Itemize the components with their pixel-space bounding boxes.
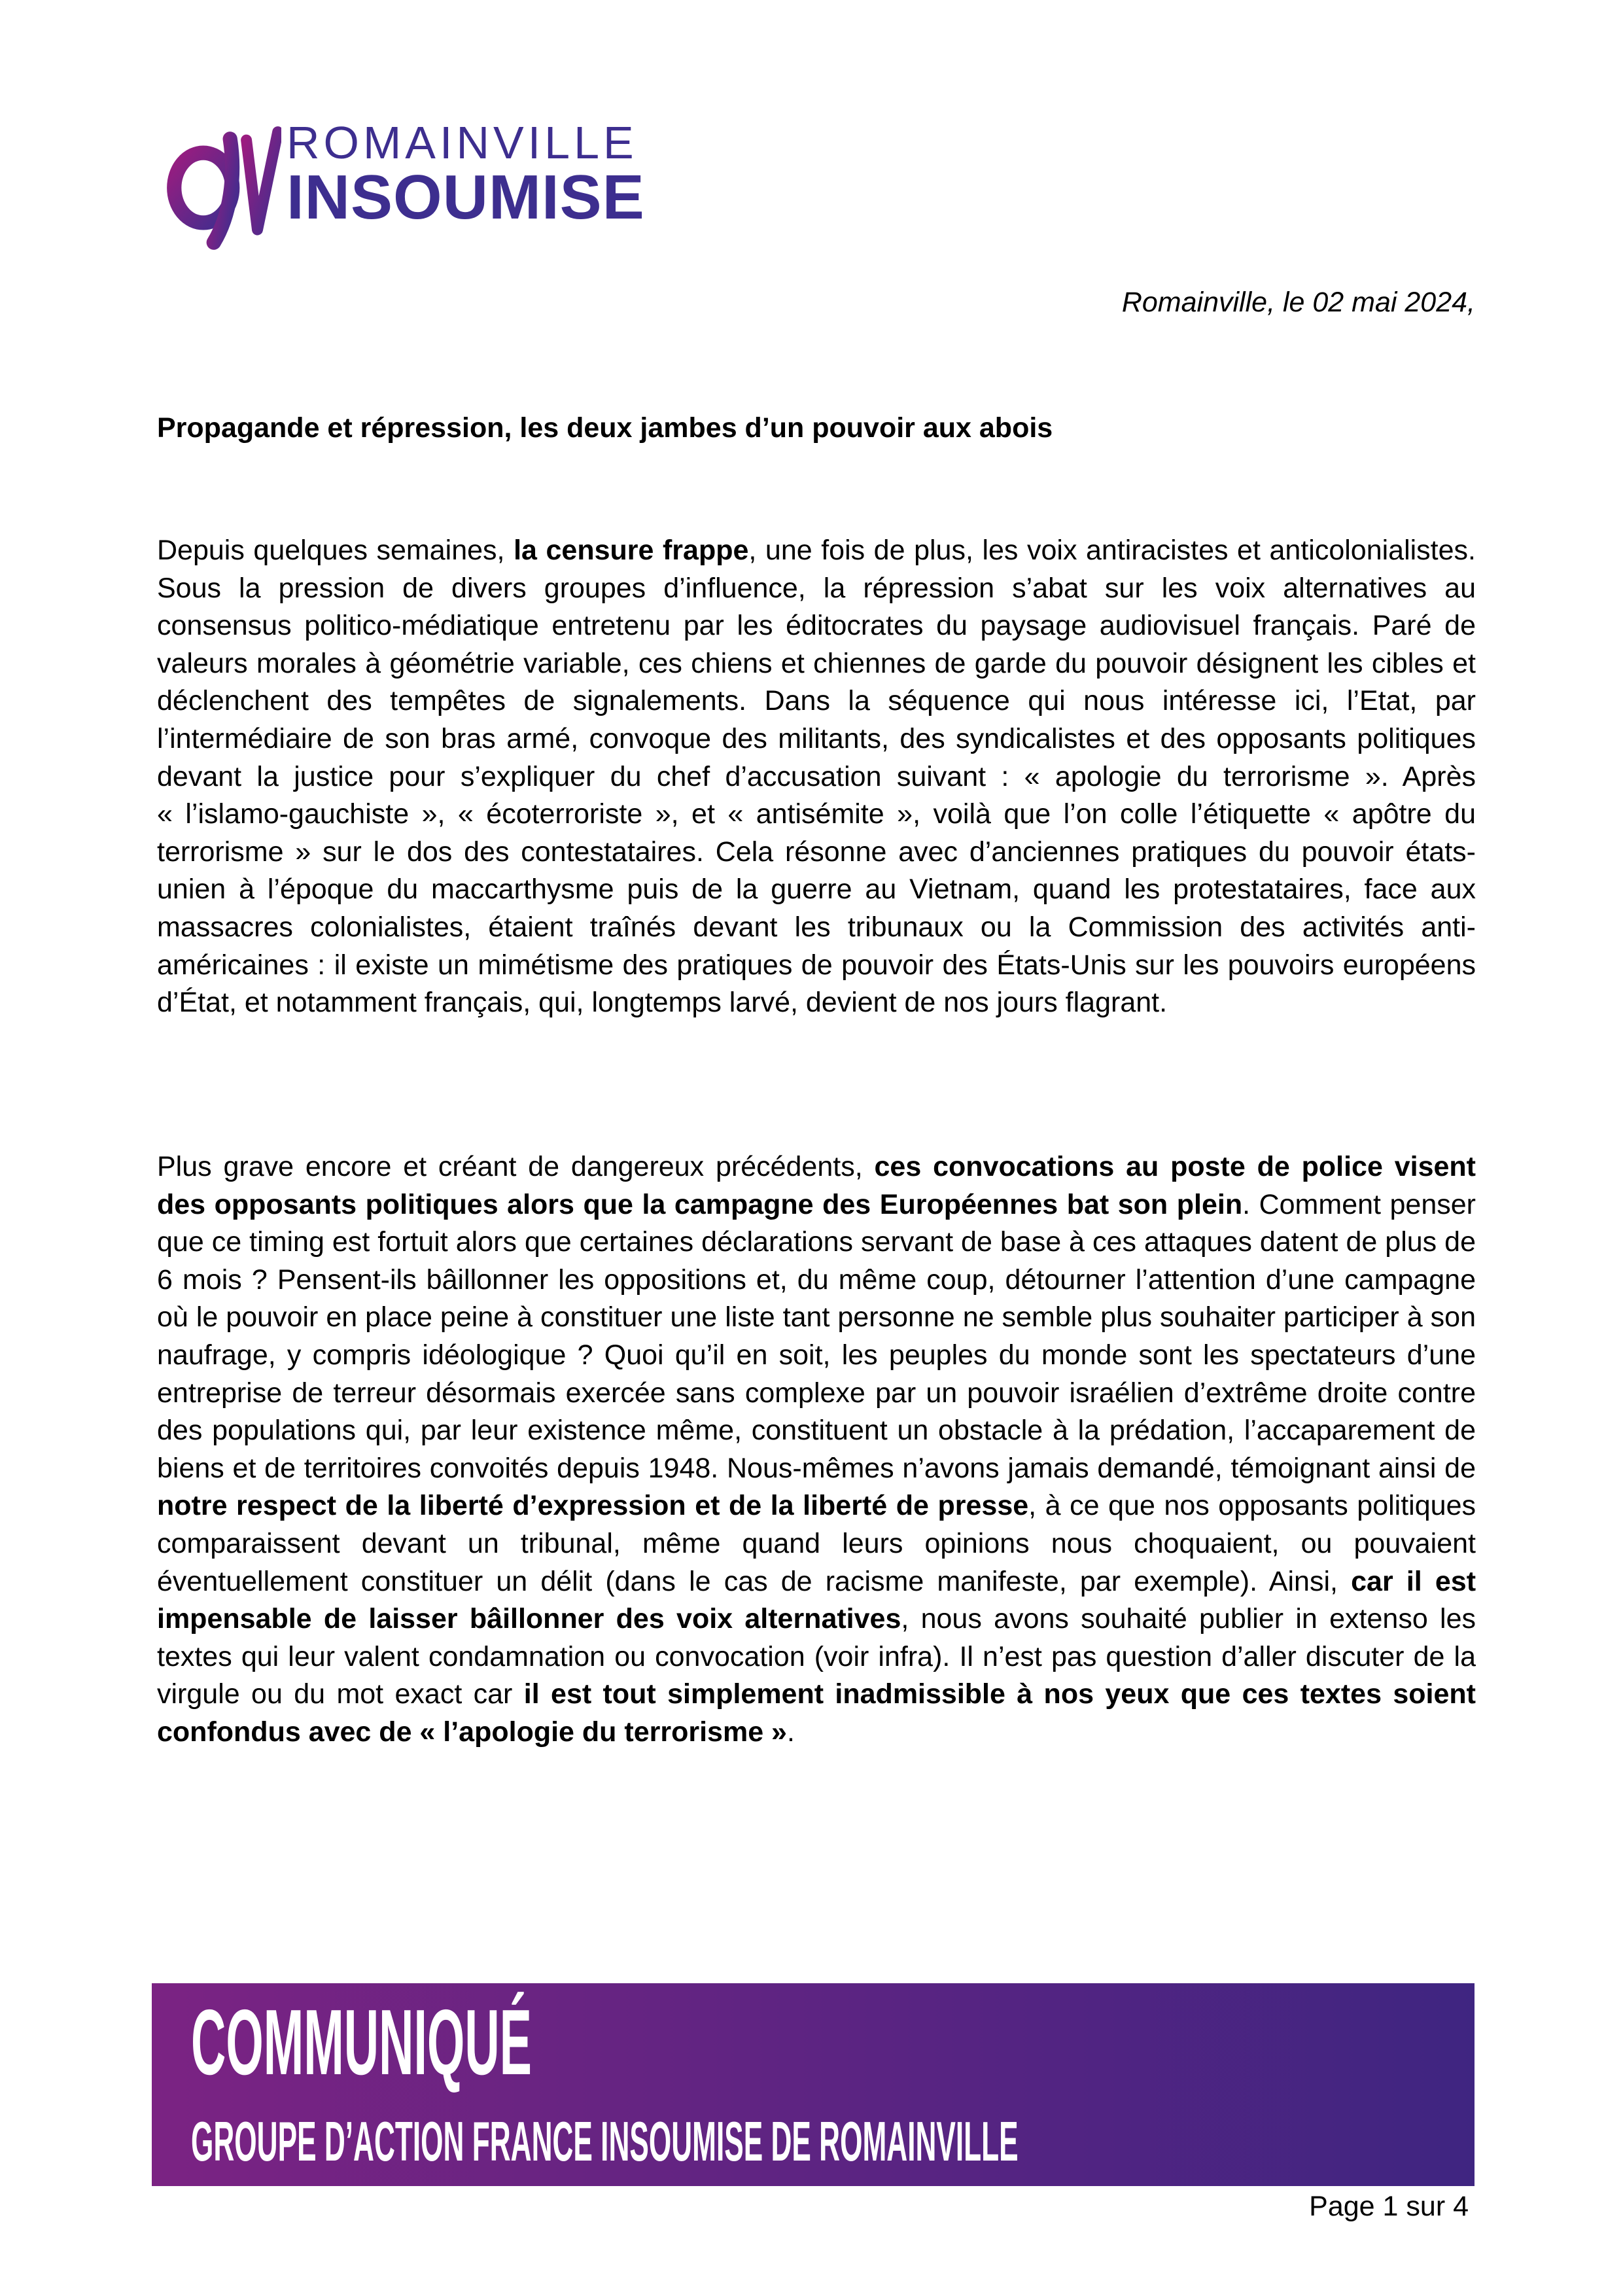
paragraph-2: [157, 1148, 1476, 1752]
logo-text: [287, 117, 645, 232]
banner-subtitle: GROUPE D’ACTION FRANCE INSOUMISE DE ROMAINVILLE: [191, 2111, 1019, 2173]
text-run-bold: car il est impensable de laisser bâillonner des voix alternatives: [157, 1565, 1476, 1635]
communique-banner: [152, 1983, 1475, 2186]
logo-text-line2: INSOUMISE: [287, 162, 645, 232]
dateline: Romainville, le 02 mai 2024,: [1121, 287, 1475, 318]
text-run: Depuis quelques semaines,: [157, 535, 514, 566]
text-run: Plus grave encore et créant de dangereux précédents,: [157, 1151, 875, 1182]
text-run: , à ce que nos opposants politiques comparaissent devant un tribunal, même quand leurs opinions nous choquaient, ou pouvaient éventuellement constituer un délit (dans le cas de racisme manifeste, par exemple). Ainsi,: [157, 1490, 1476, 1597]
page-number: Page 1 sur 4: [1309, 2191, 1469, 2222]
text-run: , nous avons souhaité publier in extenso les textes qui leur valent condamnation ou convocation (voir infra). Il n’est pas question d’aller discuter de la virgule ou du mot exact car: [157, 1603, 1476, 1710]
phi-logo-icon: [165, 113, 281, 253]
document-title: Propagande et répression, les deux jambes d’un pouvoir aux abois: [157, 412, 1053, 444]
paragraph-1: [157, 532, 1476, 1022]
text-run-bold: la censure frappe: [514, 535, 749, 566]
text-run-bold: notre respect de la liberté d’expression et de la liberté de presse: [157, 1490, 1029, 1522]
text-run: .: [786, 1716, 795, 1748]
text-run: , une fois de plus, les voix antiracistes et anticolonialistes. Sous la pression de divers groupes d’influence, la répression s’abat sur les voix alternatives au consensus politico-médiatique entretenu par les éditocrates du paysage audiovisuel français. Paré de valeurs morales à géométrie variable, ces chiens et chiennes de garde du pouvoir désignent les cibles et déclenchent des tempêtes de signalements. Dans la séquence qui nous intéresse ici, l’Etat, par l’intermédiaire de son bras armé, convoque des militants, des syndicalistes et des opposants politiques devant la justice pour s’expliquer du chef d’accusation suivant : « apologie du terrorisme ». Après « l’islamo-gauchiste », « écoterroriste », et « antisémite », voilà que l’on colle l’étiquette « apôtre du terrorisme » sur le dos des contestataires. Cela résonne avec d’anciennes pratiques du pouvoir états-unien à l’époque du maccarthysme puis de la guerre au Vietnam, quand les protestataires, face aux massacres colonialistes, étaient traînés devant les tribunaux ou la Commission des activités anti-américaines : il existe un mimétisme des pratiques de pouvoir des États-Unis sur les pouvoirs européens d’État, et notamment français, qui, longtemps larvé, devient de nos jours flagrant.: [157, 535, 1476, 1019]
text-run-bold: ces convocations au poste de police visent des opposants politiques alors que la campagne des Européennes bat son plein: [157, 1151, 1476, 1220]
logo-text-line1: ROMAINVILLE: [287, 117, 638, 168]
romainville-insoumise-logo: [165, 113, 645, 253]
text-run: . Comment penser que ce timing est fortuit alors que certaines déclarations servant de base à ces attaques datent de plus de 6 mois ? Pensent-ils bâillonner les oppositions et, du même coup, détourner l’attention d’une campagne où le pouvoir en place peine à constituer une liste tant personne ne semble plus souhaiter participer à son naufrage, y compris idéologique ? Quoi qu’il en soit, les peuples du monde sont les spectateurs d’une entreprise de terreur désormais exercée sans complexe par un pouvoir israélien d’extrême droite contre des populations qui, par leur existence même, constituent un obstacle à la prédation, l’accaparement de biens et de territoires convoités depuis 1948. Nous-mêmes n’avons jamais demandé, témoignant ainsi de: [157, 1188, 1476, 1484]
text-run-bold: il est tout simplement inadmissible à nos yeux que ces textes soient confondus avec de « l’apologie du terrorisme »: [157, 1678, 1476, 1748]
banner-title: COMMUNIQUÉ: [191, 1990, 532, 2094]
